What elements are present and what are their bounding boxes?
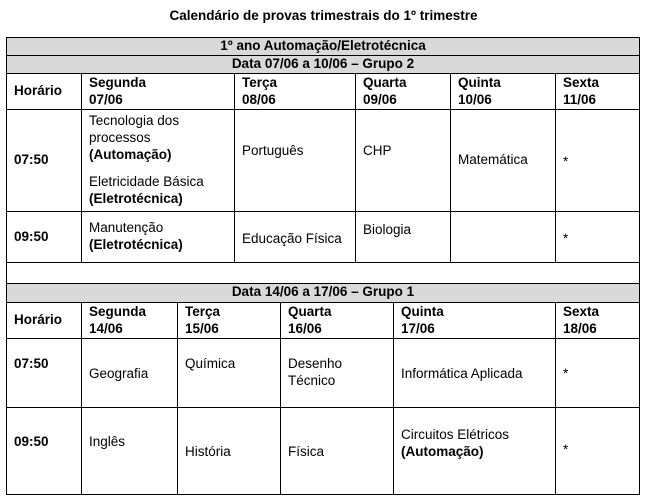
exam-subject: Manutenção bbox=[89, 220, 164, 236]
page-title: Calendário de provas trimestrais do 1º trimestre bbox=[169, 8, 478, 23]
exam-cell-tuesday: Português bbox=[234, 109, 356, 212]
time-cell: 09:50 bbox=[6, 407, 82, 495]
exam-cell-wednesday: Biologia bbox=[355, 211, 451, 263]
day-header-thursday: Quinta 10/06 bbox=[450, 73, 556, 110]
exam-cell-wednesday: Desenho Técnico bbox=[280, 338, 394, 408]
exam-cell-friday: * bbox=[555, 109, 640, 212]
horario-header: Horário bbox=[6, 302, 82, 339]
exam-cell-friday: * bbox=[555, 338, 640, 408]
exam-cell-monday bbox=[81, 109, 235, 212]
day-header-wednesday: Quarta 09/06 bbox=[355, 73, 451, 110]
exam-cell-monday bbox=[81, 211, 235, 263]
exam-course-note: (Eletrotécnica) bbox=[89, 237, 183, 252]
exam-cell-wednesday: CHP bbox=[355, 109, 451, 212]
exam-cell-thursday bbox=[393, 407, 556, 495]
day-header-tuesday: Terça 15/06 bbox=[177, 302, 281, 339]
day-header-tuesday: Terça 08/06 bbox=[234, 73, 356, 110]
group2-period-header: Data 07/06 a 10/06 – Grupo 2 bbox=[6, 55, 640, 74]
time-cell: 07:50 bbox=[6, 338, 82, 408]
horario-header: Horário bbox=[6, 73, 82, 110]
exam-cell-monday: Inglês bbox=[81, 407, 178, 495]
exam-subject: Circuitos Elétricos bbox=[401, 427, 510, 442]
exam-cell-thursday: Matemática bbox=[450, 109, 556, 212]
day-header-wednesday: Quarta 16/06 bbox=[280, 302, 394, 339]
exam-cell-friday: * bbox=[555, 211, 640, 263]
exam-cell-tuesday: Educação Física bbox=[234, 211, 356, 263]
day-header-thursday: Quinta 17/06 bbox=[393, 302, 556, 339]
day-header-monday: Segunda 14/06 bbox=[81, 302, 178, 339]
exam-cell-friday: * bbox=[555, 407, 640, 495]
group1-period-header: Data 14/06 a 17/06 – Grupo 1 bbox=[6, 283, 640, 303]
time-cell: 09:50 bbox=[6, 211, 82, 263]
exam-course-note: (Automação) bbox=[401, 443, 484, 459]
exam-cell-tuesday: História bbox=[177, 407, 281, 495]
exam-cell-wednesday: Física bbox=[280, 407, 394, 495]
exam-course-note: (Automação) bbox=[89, 147, 172, 163]
day-header-friday: Sexta 11/06 bbox=[555, 73, 640, 110]
exam-cell-thursday bbox=[450, 211, 556, 263]
day-header-monday: Segunda 07/06 bbox=[81, 73, 235, 110]
exam-course-note: (Eletrotécnica) bbox=[89, 190, 183, 206]
exam-subject: Tecnologia dos processos bbox=[89, 113, 180, 146]
time-cell: 07:50 bbox=[6, 109, 82, 212]
exam-cell-tuesday: Química bbox=[177, 338, 281, 408]
spacer-row bbox=[6, 262, 640, 284]
exam-cell-thursday: Informática Aplicada bbox=[393, 338, 556, 408]
exam-subject: Eletricidade Básica bbox=[89, 173, 204, 189]
day-header-friday: Sexta 18/06 bbox=[555, 302, 640, 339]
course-header: 1º ano Automação/Eletrotécnica bbox=[6, 37, 640, 56]
exam-cell-monday: Geografia bbox=[81, 338, 178, 408]
exam-schedule-table bbox=[6, 37, 640, 495]
